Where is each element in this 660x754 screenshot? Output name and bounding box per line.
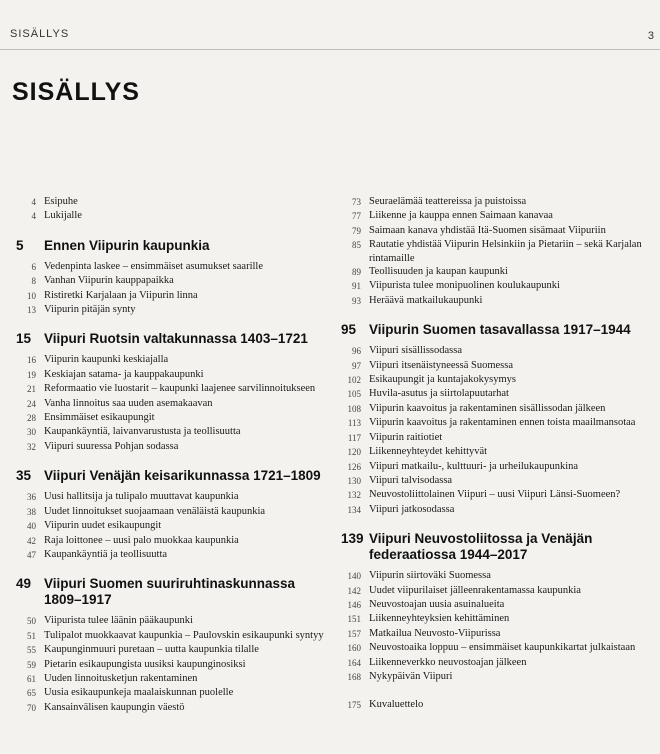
toc-entry (16, 658, 334, 672)
entry-title: Matkailua Neuvosto-Viipurissa (369, 627, 501, 639)
entry-title: Ristiretki Karjalaan ja Viipurin linna (44, 289, 198, 301)
toc-section (341, 322, 659, 517)
entry-title: Uusi hallitsija ja tulipalo muuttavat kaupunkia (44, 491, 239, 503)
entry-page-number: 4 (31, 211, 36, 222)
entry-title: Huvila-asutus ja siirtolapuutarhat (369, 388, 509, 400)
entry-title: Kaupankäyntiä, laivanvarustusta ja teollisuutta (44, 426, 241, 438)
entry-page-number: 146 (347, 599, 361, 610)
entry-page-number: 151 (347, 614, 361, 625)
entry-title: Seuraelämää teattereissa ja puistoissa (369, 196, 527, 207)
toc-section (16, 238, 334, 318)
toc-entry (16, 643, 334, 657)
toc-entry (16, 490, 334, 504)
toc-entry (341, 294, 659, 308)
section-heading (16, 238, 334, 254)
entry-title: Neuvostoaika loppuu – ensimmäiset kaupunkikartat julkaistaan (369, 642, 636, 654)
entry-page-number: 61 (27, 673, 36, 684)
toc-entry (341, 359, 659, 373)
entry-title: Viipurin kaavoitus ja rakentaminen ennen toista maailmansotaa (369, 417, 636, 429)
section-title: Viipuri Ruotsin valtakunnassa 1403–1721 (44, 331, 308, 347)
entry-page-number: 105 (347, 389, 361, 400)
entry-page-number: 175 (347, 700, 361, 711)
entry-page-number: 38 (27, 506, 36, 517)
page-number: 3 (647, 30, 654, 42)
section-page-number: 49 (16, 576, 32, 592)
toc-section (341, 195, 659, 308)
entry-page-number: 160 (347, 643, 361, 654)
toc-entry (341, 445, 659, 459)
toc-entry (341, 209, 659, 223)
entry-page-number: 96 (352, 346, 361, 357)
toc-entry (341, 238, 659, 265)
entry-title: Lukijalle (44, 210, 82, 222)
entry-title: Viipuri jatkosodassa (369, 503, 455, 515)
entry-title: Esikaupungit ja kuntajakokysymys (369, 374, 516, 386)
entry-title: Uusia esikaupunkeja maalaiskunnan puolelle (44, 687, 234, 699)
header-rule (0, 49, 660, 50)
entry-page-number: 77 (352, 211, 361, 222)
entry-page-number: 19 (27, 369, 36, 380)
entry-title: Kaupankäyntiä ja teollisuutta (44, 548, 168, 560)
toc-entry (16, 534, 334, 548)
toc-left-column (16, 195, 334, 729)
entry-page-number: 10 (27, 290, 36, 301)
entry-page-number: 51 (27, 630, 36, 641)
toc-entry (341, 224, 659, 238)
entry-title: Viipuri suuressa Pohjan sodassa (44, 440, 179, 452)
entry-title: Keskiajan satama- ja kauppakaupunki (44, 368, 204, 380)
entry-title: Viipurin kaupunki keskiajalla (44, 354, 169, 366)
entry-page-number: 30 (27, 427, 36, 438)
toc-entry (16, 195, 334, 209)
entry-page-number: 21 (27, 384, 36, 395)
section-page-number: 95 (341, 322, 357, 338)
entry-page-number: 164 (347, 657, 361, 668)
entry-title: Viipuri itsenäistyneessä Suomessa (369, 359, 514, 371)
toc-entry (16, 209, 334, 223)
entry-title: Kuvaluettelo (369, 699, 424, 711)
entry-title: Uudet viipurilaiset jälleenrakentamassa kaupunkia (369, 584, 581, 596)
entry-title: Viipuri sisällissodassa (369, 345, 462, 357)
toc-entry (341, 627, 659, 641)
toc-entry (16, 701, 334, 715)
toc-entry (341, 402, 659, 416)
toc-entry (16, 303, 334, 317)
entry-title: Liikenneyhteydet kehittyvät (369, 446, 488, 458)
toc-right-column (341, 195, 659, 727)
entry-title: Viipurin pitäjän synty (44, 304, 136, 316)
toc-entry (16, 614, 334, 628)
toc-section (341, 698, 659, 712)
section-page-number: 5 (16, 237, 24, 253)
toc-entry (341, 698, 659, 712)
entry-title: Teollisuuden ja kaupan kaupunki (369, 266, 508, 278)
entry-title: Liikenne ja kauppa ennen Saimaan kanavaa (369, 210, 553, 222)
section-page-number: 15 (16, 331, 32, 347)
section-title: Viipuri Suomen suuriruhtinaskunnassa 1809–1917 (44, 576, 296, 608)
entry-page-number: 126 (347, 461, 361, 472)
toc-entry (16, 440, 334, 454)
entry-title: Esipuhe (44, 196, 78, 207)
entry-page-number: 79 (352, 225, 361, 236)
toc-entry (341, 265, 659, 279)
toc-entry (341, 612, 659, 626)
entry-title: Neuvostoliittolainen Viipuri – uusi Viipuri Länsi-Suomeen? (369, 489, 621, 501)
entry-title: Viipuri talvisodassa (369, 474, 453, 486)
entry-page-number: 36 (27, 492, 36, 503)
section-heading (16, 576, 334, 608)
entry-title: Rautatie yhdistää Viipurin Helsinkiin ja Pietariin – sekä Karjalan rintamaille (369, 239, 642, 264)
entry-page-number: 8 (31, 276, 36, 287)
section-heading (16, 331, 334, 347)
entry-title: Vedenpinta laskee – ensimmäiset asumukset saarille (44, 260, 263, 272)
toc-entry (16, 686, 334, 700)
toc-entry (341, 656, 659, 670)
toc-entry (16, 672, 334, 686)
entry-page-number: 47 (27, 549, 36, 560)
entry-page-number: 140 (347, 571, 361, 582)
toc-entry (341, 598, 659, 612)
entry-page-number: 97 (352, 360, 361, 371)
toc-entry (341, 584, 659, 598)
running-header (0, 0, 660, 60)
toc-section (16, 331, 334, 454)
toc-section (341, 531, 659, 684)
entry-page-number: 89 (352, 267, 361, 278)
entry-title: Liikenneyhteyksien kehittäminen (369, 613, 510, 625)
entry-title: Viipuri matkailu-, kulttuuri- ja urheilukaupunkina (369, 460, 579, 472)
entry-page-number: 28 (27, 413, 36, 424)
toc-entry (16, 368, 334, 382)
entry-page-number: 108 (347, 403, 361, 414)
entry-page-number: 70 (27, 702, 36, 713)
section-heading (16, 468, 334, 484)
toc-entry (341, 431, 659, 445)
toc-entry (16, 629, 334, 643)
toc-entry (16, 353, 334, 367)
entry-page-number: 73 (352, 197, 361, 207)
entry-title: Liikenneverkko neuvostoajan jälkeen (369, 656, 527, 668)
entry-page-number: 91 (352, 281, 361, 292)
toc-entry (341, 460, 659, 474)
toc-entry (341, 503, 659, 517)
entry-page-number: 93 (352, 295, 361, 306)
entry-page-number: 85 (352, 240, 361, 251)
section-page-number: 35 (16, 468, 32, 484)
entry-title: Tulipalot muokkaavat kaupunkia – Paulovskin esikaupunki syntyy (44, 629, 324, 641)
entry-title: Viipurin uudet esikaupungit (44, 520, 162, 532)
entry-page-number: 4 (31, 197, 36, 207)
toc-entry (16, 397, 334, 411)
toc-section (16, 468, 334, 562)
toc-section (16, 195, 334, 224)
entry-page-number: 50 (27, 616, 36, 627)
entry-title: Viipurin siirtoväki Suomessa (369, 570, 491, 582)
entry-page-number: 6 (31, 261, 36, 272)
toc-entry (16, 411, 334, 425)
entry-page-number: 102 (347, 375, 361, 386)
entry-title: Kansainvälisen kaupungin väestö (44, 701, 185, 713)
entry-page-number: 55 (27, 645, 36, 656)
entry-page-number: 40 (27, 521, 36, 532)
toc-entry (341, 488, 659, 502)
entry-page-number: 65 (27, 688, 36, 699)
toc-entry (16, 505, 334, 519)
entry-page-number: 42 (27, 535, 36, 546)
section-heading (341, 531, 659, 563)
toc-entry (341, 569, 659, 583)
entry-page-number: 130 (347, 475, 361, 486)
entry-page-number: 142 (347, 585, 361, 596)
entry-page-number: 16 (27, 355, 36, 366)
toc-entry (341, 641, 659, 655)
toc-entry (16, 289, 334, 303)
toc-section (16, 576, 334, 715)
entry-page-number: 24 (27, 398, 36, 409)
entry-title: Raja loittonee – uusi palo muokkaa kaupunkia (44, 534, 239, 546)
entry-page-number: 117 (347, 432, 361, 443)
toc-entry (341, 344, 659, 358)
toc-entry (341, 387, 659, 401)
entry-title: Vanhan Viipurin kauppapaikka (44, 275, 174, 287)
section-title: Ennen Viipurin kaupunkia (44, 237, 210, 253)
toc-entry (16, 382, 334, 396)
entry-page-number: 113 (347, 418, 361, 429)
entry-title: Ensimmäiset esikaupungit (44, 412, 155, 424)
entry-title: Viipurista tulee monipuolinen koulukaupunki (369, 280, 560, 292)
toc-entry (16, 548, 334, 562)
entry-title: Reformaatio vie luostarit – kaupunki laajenee sarvilinnoitukseen (44, 383, 316, 395)
page-title: SISÄLLYS (12, 78, 140, 106)
section-title: Viipuri Neuvostoliitossa ja Venäjän federaatiossa 1944–2017 (369, 531, 593, 563)
entry-title: Vanha linnoitus saa uuden asemakaavan (44, 397, 213, 409)
entry-page-number: 134 (347, 504, 361, 515)
entry-page-number: 32 (27, 441, 36, 452)
entry-title: Neuvostoajan uusia asuinalueita (369, 598, 505, 610)
toc-entry (341, 373, 659, 387)
toc-entry (16, 519, 334, 533)
entry-title: Nykypäivän Viipuri (369, 670, 453, 682)
toc-entry (16, 260, 334, 274)
toc-entry (16, 274, 334, 288)
section-title: Viipurin Suomen tasavallassa 1917–1944 (369, 322, 631, 338)
entry-page-number: 13 (27, 305, 36, 316)
entry-page-number: 120 (347, 447, 361, 458)
entry-title: Kaupunginmuuri puretaan – uutta kaupunkia tilalle (44, 644, 259, 656)
toc-entry (16, 425, 334, 439)
toc-entry (341, 195, 659, 209)
entry-page-number: 132 (347, 490, 361, 501)
entry-title: Heräävä matkailukaupunki (369, 294, 483, 306)
entry-title: Viipurin raitiotiet (369, 431, 443, 443)
entry-title: Pietarin esikaupungista uusiksi kaupunginosiksi (44, 658, 246, 670)
entry-title: Uudet linnoitukset suojaamaan venäläistä kaupunkia (44, 505, 266, 517)
entry-title: Saimaan kanava yhdistää Itä-Suomen sisämaat Viipuriin (369, 224, 606, 236)
toc-entry (341, 416, 659, 430)
entry-title: Uuden linnoitusketjun rakentaminen (44, 672, 198, 684)
section-page-number: 139 (341, 531, 364, 547)
toc-entry (341, 474, 659, 488)
entry-title: Viipurista tulee läänin pääkaupunki (44, 615, 193, 627)
entry-page-number: 59 (27, 659, 36, 670)
entry-page-number: 157 (347, 628, 361, 639)
entry-title: Viipurin kaavoitus ja rakentaminen sisällissodan jälkeen (369, 402, 606, 414)
running-title: SISÄLLYS (10, 28, 70, 40)
section-title: Viipuri Venäjän keisarikunnassa 1721–1809 (44, 468, 321, 484)
toc-entry (341, 279, 659, 293)
section-heading (341, 322, 659, 338)
entry-page-number: 168 (347, 671, 361, 682)
toc-entry (341, 670, 659, 684)
